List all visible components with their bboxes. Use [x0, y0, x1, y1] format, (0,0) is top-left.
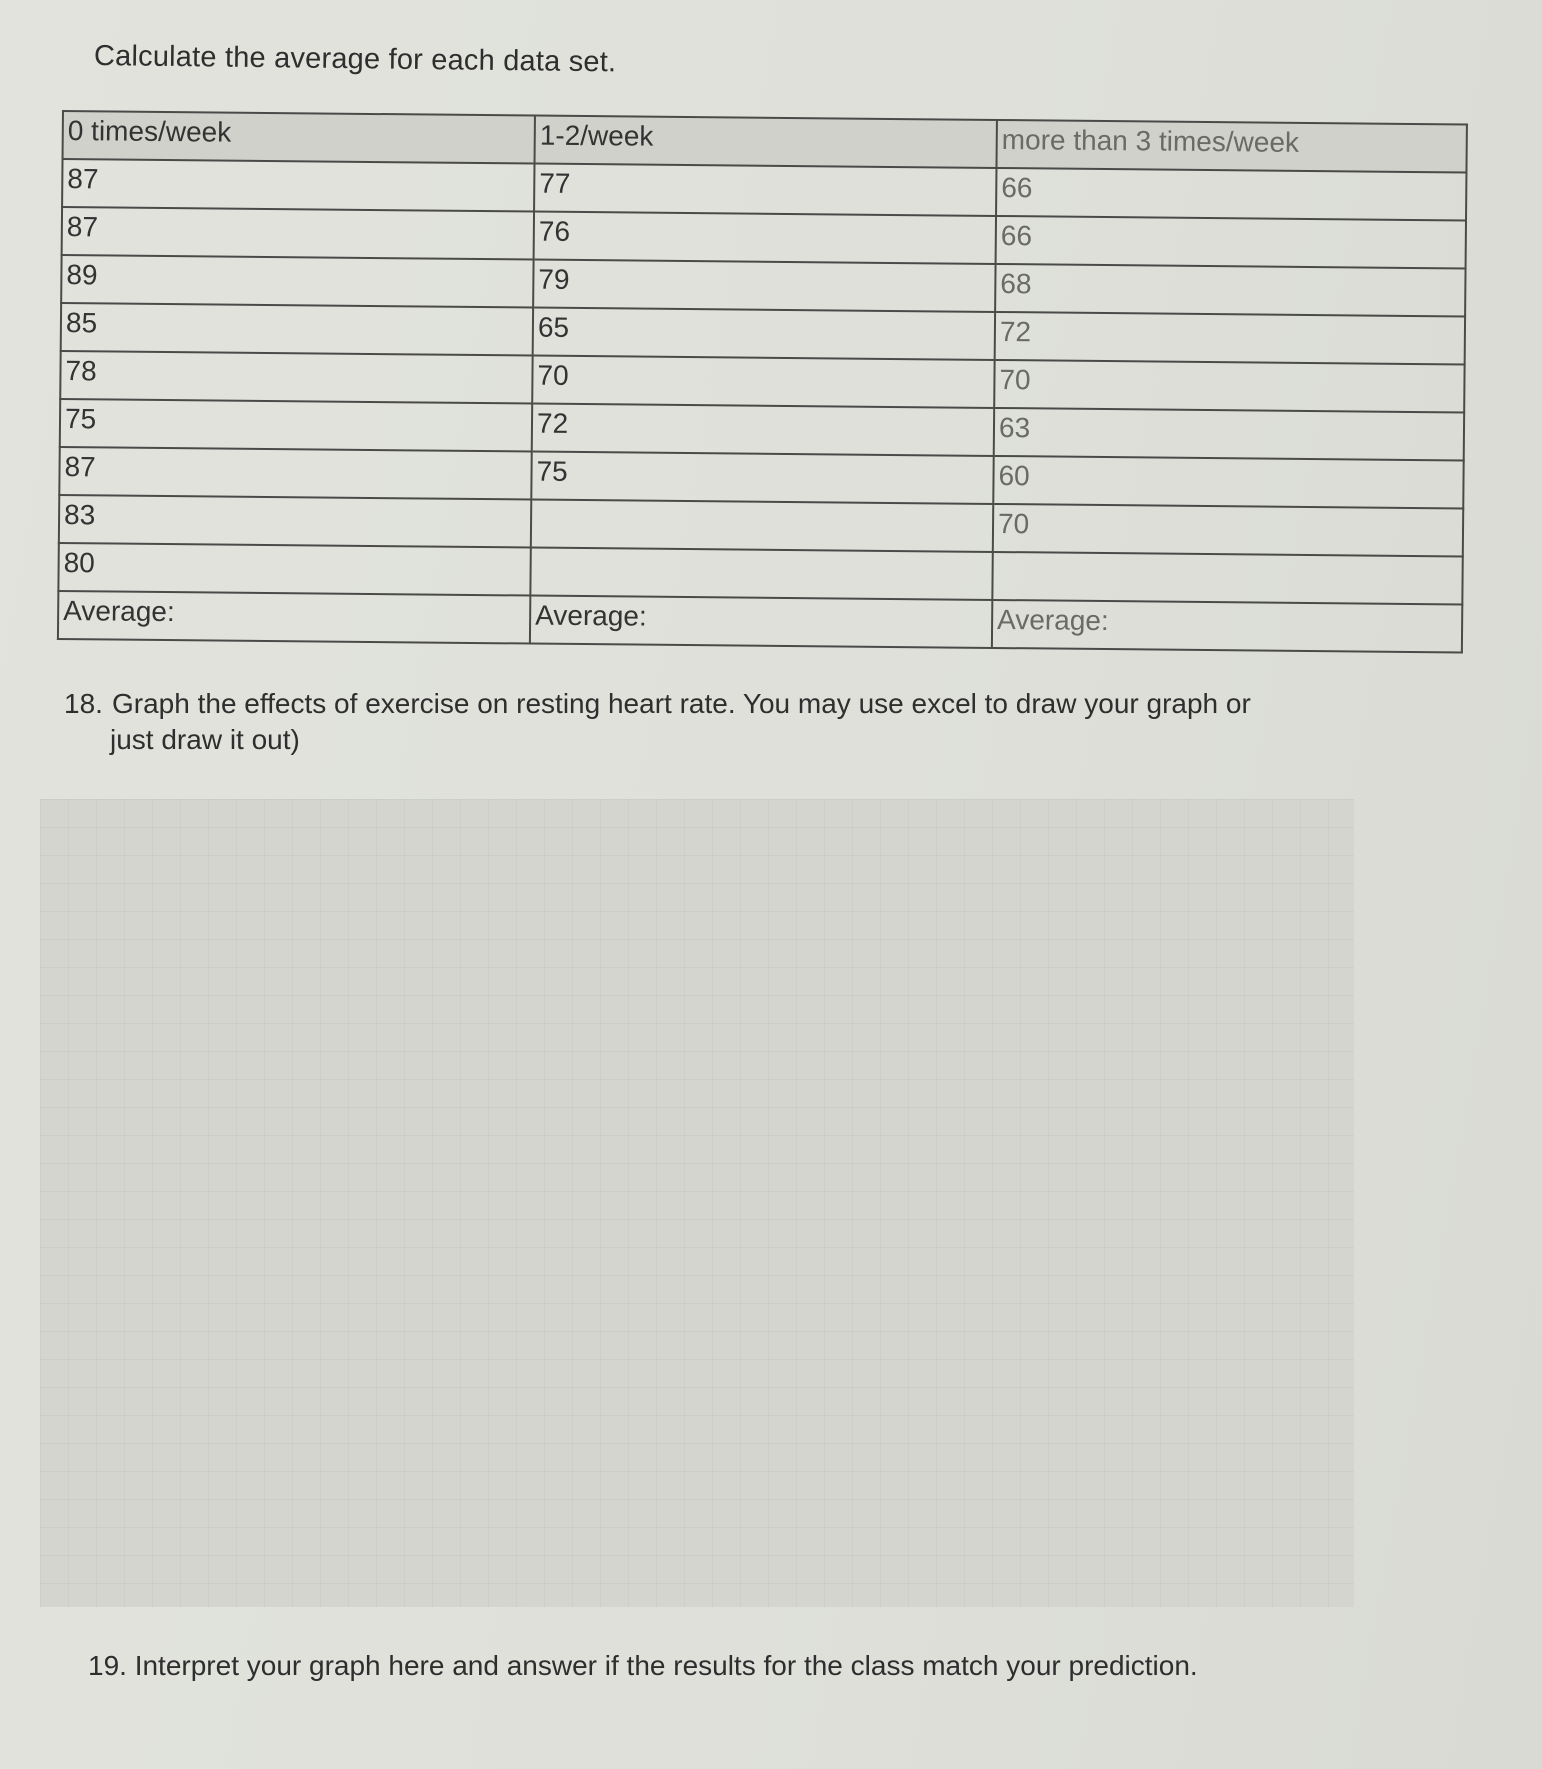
header-more-than-3-times-week: more than 3 times/week — [996, 120, 1466, 173]
cell: 76 — [534, 212, 996, 264]
cell: 75 — [531, 452, 993, 504]
graph-drawing-area[interactable] — [40, 799, 1354, 1607]
cell: 66 — [996, 216, 1466, 269]
cell — [530, 548, 992, 600]
cell: 60 — [993, 456, 1463, 509]
cell: 87 — [59, 447, 531, 500]
cell: 70 — [993, 504, 1463, 557]
average-cell-0-times[interactable]: Average: — [58, 591, 530, 644]
question-18 — [64, 686, 1484, 758]
cell: 78 — [60, 351, 532, 404]
cell: 66 — [996, 168, 1466, 221]
cell: 85 — [61, 303, 533, 356]
cell: 79 — [533, 260, 995, 312]
cell: 87 — [62, 207, 534, 260]
cell: 87 — [62, 159, 534, 212]
question-18-text-continued: just draw it out) — [110, 724, 300, 755]
cell — [531, 500, 993, 552]
average-cell-1-2-times[interactable]: Average: — [530, 596, 992, 648]
cell — [992, 552, 1462, 605]
header-1-2-week: 1-2/week — [535, 116, 997, 168]
heart-rate-table — [57, 110, 1468, 653]
cell: 72 — [532, 404, 994, 456]
average-instruction: Calculate the average for each data set. — [93, 40, 617, 79]
cell: 72 — [995, 312, 1465, 365]
heart-rate-table-container — [57, 110, 1466, 653]
cell: 83 — [59, 495, 531, 548]
cell: 70 — [994, 360, 1464, 413]
cell: 63 — [994, 408, 1464, 461]
cell: 77 — [534, 164, 996, 216]
cell: 70 — [532, 356, 994, 408]
header-0-times-week: 0 times/week — [63, 111, 535, 164]
question-18-text: Graph the effects of exercise on resting heart rate. You may use excel to draw your graph or — [112, 688, 1251, 719]
cell: 80 — [58, 543, 530, 596]
cell: 89 — [61, 255, 533, 308]
question-18-number: 18. — [64, 688, 103, 719]
cell: 68 — [995, 264, 1465, 317]
cell: 75 — [60, 399, 532, 452]
cell: 65 — [533, 308, 995, 360]
question-19: 19. Interpret your graph here and answer if the results for the class match your prediction. — [88, 1650, 1198, 1681]
average-cell-more-than-3[interactable]: Average: — [992, 600, 1462, 653]
